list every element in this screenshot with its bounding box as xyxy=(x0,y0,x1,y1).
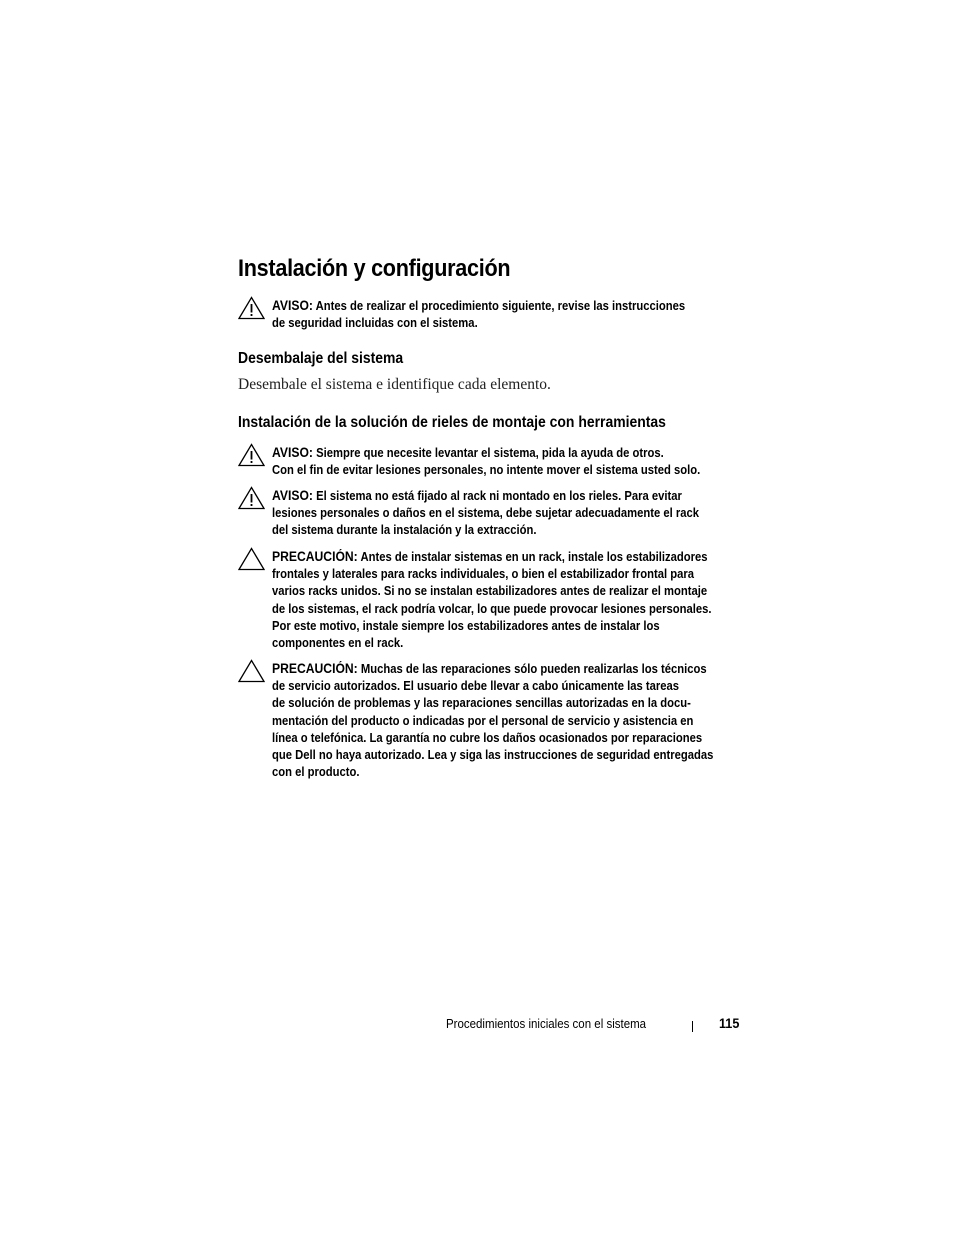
warning-notice xyxy=(238,444,758,479)
notice-text: de los sistemas, el rack podría volcar, lo que puede provocar lesiones personales. xyxy=(272,601,712,616)
warning-exclamation-icon xyxy=(238,443,265,467)
notice-text: de solución de problemas y las reparaciones sencillas autorizadas en la docu- xyxy=(272,696,691,711)
warning-notice xyxy=(238,297,758,332)
warning-exclamation-icon xyxy=(238,296,265,320)
caution-notice xyxy=(238,660,758,781)
notice-text: lesiones personales o daños en el sistema, debe sujetar adecuadamente el rack xyxy=(272,506,700,521)
notice-text: Con el fin de evitar lesiones personales, no intente mover el sistema usted solo. xyxy=(272,463,701,478)
notice-text: Por este motivo, instale siempre los estabilizadores antes de instalar los xyxy=(272,618,660,633)
notice-label: PRECAUCIÓN: xyxy=(272,549,358,564)
notice-text: componentes en el rack. xyxy=(272,636,404,651)
notice-text: Muchas de las reparaciones sólo pueden realizarlas los técnicos xyxy=(360,662,707,676)
notice-text: de servicio autorizados. El usuario debe llevar a cabo únicamente las tareas xyxy=(272,679,680,694)
notice-text: con el producto. xyxy=(272,765,360,780)
notice-label: AVISO: xyxy=(272,445,313,460)
caution-notice xyxy=(238,548,758,652)
notice-text: mentación del producto o indicadas por el personal de servicio y asistencia en xyxy=(272,713,694,728)
section-text-unpack: Desembale el sistema e identifique cada elemento. xyxy=(238,376,551,393)
notice-text: línea o telefónica. La garantía no cubre los daños ocasionados por reparaciones xyxy=(272,730,703,745)
page-number: 115 xyxy=(719,1015,740,1031)
notice-text: frontales y laterales para racks individuales, o bien el estabilizador frontal para xyxy=(272,567,695,582)
warning-notice xyxy=(238,487,758,540)
notice-text: que Dell no haya autorizado. Lea y siga las instrucciones de seguridad entregadas xyxy=(272,748,714,763)
notice-text: varios racks unidos. Si no se instalan estabilizadores antes de realizar el montaje xyxy=(272,584,708,599)
notice-text: El sistema no está fijado al rack ni montado en los rieles. Para evitar xyxy=(316,489,682,503)
notice-text: Antes de realizar el procedimiento siguiente, revise las instrucciones xyxy=(315,299,686,313)
section-heading-rails: Instalación de la solución de rieles de montaje con herramientas xyxy=(238,414,666,431)
notice-text: Antes de instalar sistemas en un rack, instale los estabilizadores xyxy=(360,550,708,564)
page-title: Instalación y configuración xyxy=(238,255,511,282)
notice-label: PRECAUCIÓN: xyxy=(272,661,358,676)
notice-text: de seguridad incluidas con el sistema. xyxy=(272,316,478,331)
notice-text: del sistema durante la instalación y la extracción. xyxy=(272,523,537,538)
notice-label: AVISO: xyxy=(272,298,313,313)
section-heading-unpack: Desembalaje del sistema xyxy=(238,350,404,367)
caution-triangle-icon xyxy=(238,659,265,683)
footer-divider xyxy=(692,1021,693,1032)
caution-triangle-icon xyxy=(238,547,265,571)
warning-exclamation-icon xyxy=(238,486,265,510)
notice-text: Siempre que necesite levantar el sistema, pida la ayuda de otros. xyxy=(316,446,664,460)
notice-label: AVISO: xyxy=(272,488,313,503)
footer-section-name: Procedimientos iniciales con el sistema xyxy=(446,1017,647,1031)
